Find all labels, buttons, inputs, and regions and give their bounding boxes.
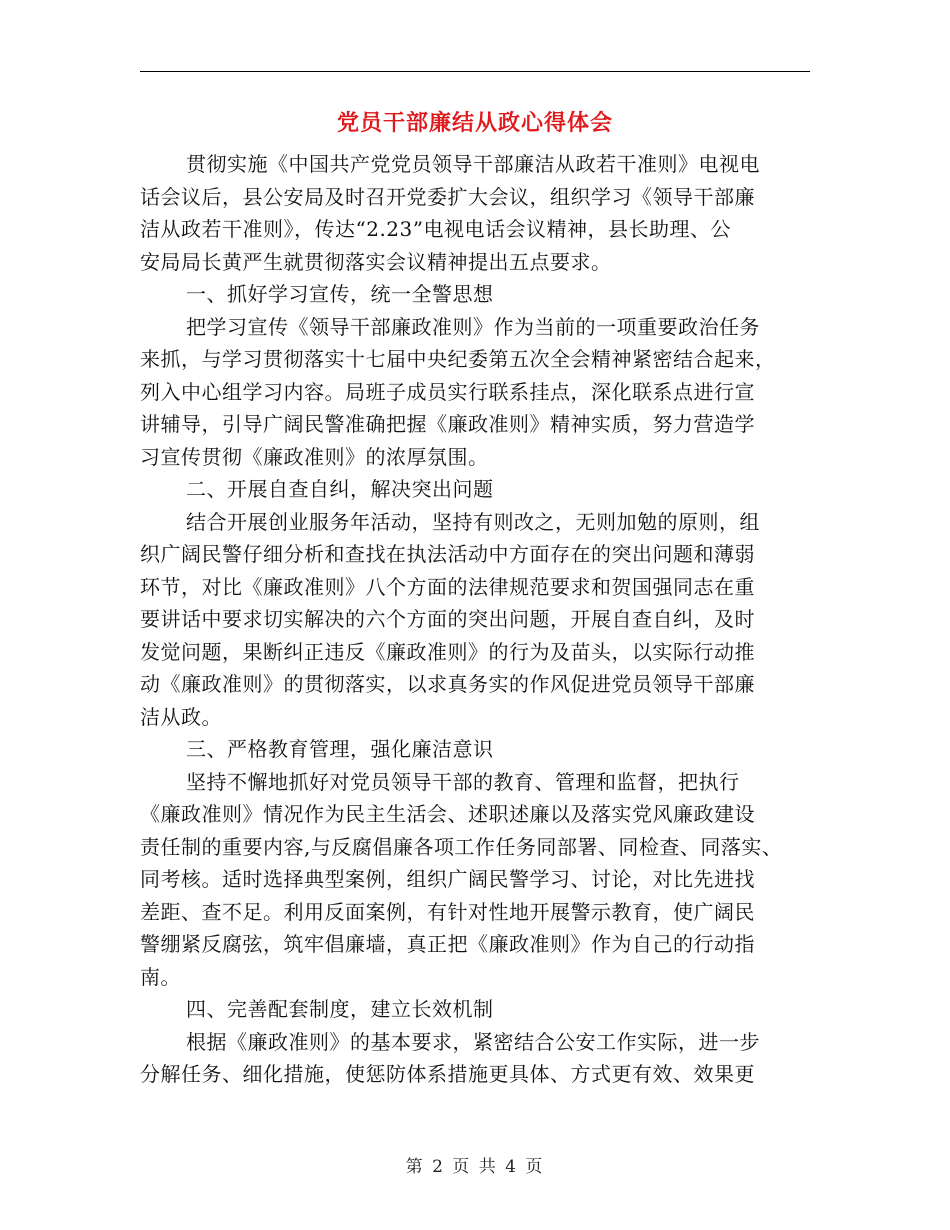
text-line: 警绷紧反腐弦，筑牢倡廉墙，真正把《廉政准则》作为自己的行动指 <box>140 932 755 956</box>
header-rule <box>140 71 810 72</box>
text-line: 列入中心组学习内容。局班子成员实行联系挂点，深化联系点进行宣 <box>140 379 755 404</box>
text-line: 动《廉政准则》的贯彻落实，以求真务实的作风促进党员领导干部廉 <box>140 672 755 696</box>
page-footer: 第 2 页 共 4 页 <box>405 1157 545 1177</box>
text-line: 差距、查不足。利用反面案例，有针对性地开展警示教育，使广阔民 <box>140 899 755 924</box>
section-heading <box>140 473 810 506</box>
text-line: 话会议后，县公安局及时召开党委扩大会议，组织学习《领导干部廉 <box>140 184 755 209</box>
text-line: 南。 <box>140 964 181 989</box>
text-line: 四、完善配套制度，建立长效机制 <box>186 997 494 1021</box>
text-line: 把学习宣传《领导干部廉政准则》作为当前的一项重要政治任务 <box>186 314 760 339</box>
text-line: 要讲话中要求切实解决的六个方面的突出问题，开展自查自纠，及时 <box>140 607 755 631</box>
document-title: 党员干部廉结从政心得体会 <box>336 111 613 136</box>
text-line: 洁从政。 <box>140 704 222 729</box>
body-paragraph <box>140 506 810 734</box>
text-line: 根据《廉政准则》的基本要求，紧密结合公安工作实际，进一步 <box>186 1029 760 1054</box>
document-body <box>140 148 810 1091</box>
text-line: 《廉政准则》情况作为民主生活会、述职述廉以及落实党风廉政建设 <box>140 802 755 826</box>
text-line: 讲辅导，引导广阔民警准确把握《廉政准则》精神实质，努力营造学 <box>140 412 755 436</box>
text-line: 安局局长黄严生就贯彻落实会议精神提出五点要求。 <box>140 249 612 274</box>
text-line: 同考核。适时选择典型案例，组织广阔民警学习、讨论，对比先进找 <box>140 867 755 891</box>
text-line: 责任制的重要内容,与反腐倡廉各项工作任务同部署、同检查、同落实、 <box>140 834 783 859</box>
text-line: 习宣传贯彻《廉政准则》的浓厚氛围。 <box>140 444 489 469</box>
body-paragraph <box>140 311 810 474</box>
text-line: 来抓，与学习贯彻落实十七届中央纪委第五次全会精神紧密结合起来， <box>140 347 776 371</box>
text-line: 洁从政若干准则》，传达“2.23”电视电话会议精神，县长助理、公 <box>140 217 731 241</box>
body-paragraph <box>140 1026 810 1091</box>
body-paragraph <box>140 766 810 994</box>
text-line: 贯彻实施《中国共产党党员领导干部廉洁从政若干准则》电视电 <box>186 152 760 176</box>
section-heading <box>140 733 810 766</box>
text-line: 发觉问题，果断纠正违反《廉政准则》的行为及苗头，以实际行动推 <box>140 639 755 664</box>
text-line: 结合开展创业服务年活动，坚持有则改之，无则加勉的原则，组 <box>186 509 760 534</box>
text-line: 分解任务、细化措施，使惩防体系措施更具体、方式更有效、效果更 <box>140 1062 755 1086</box>
section-heading <box>140 278 810 311</box>
text-line: 三、严格教育管理，强化廉洁意识 <box>186 737 494 761</box>
section-heading <box>140 993 810 1026</box>
body-paragraph <box>140 148 810 278</box>
text-line: 坚持不懈地抓好对党员领导干部的教育、管理和监督，把执行 <box>186 769 740 794</box>
text-line: 一、抓好学习宣传，统一全警思想 <box>186 282 494 306</box>
text-line: 环节，对比《廉政准则》八个方面的法律规范要求和贺国强同志在重 <box>140 574 755 599</box>
text-line: 织广阔民警仔细分析和查找在执法活动中方面存在的突出问题和薄弱 <box>140 542 755 566</box>
text-line: 二、开展自查自纠，解决突出问题 <box>186 477 494 501</box>
